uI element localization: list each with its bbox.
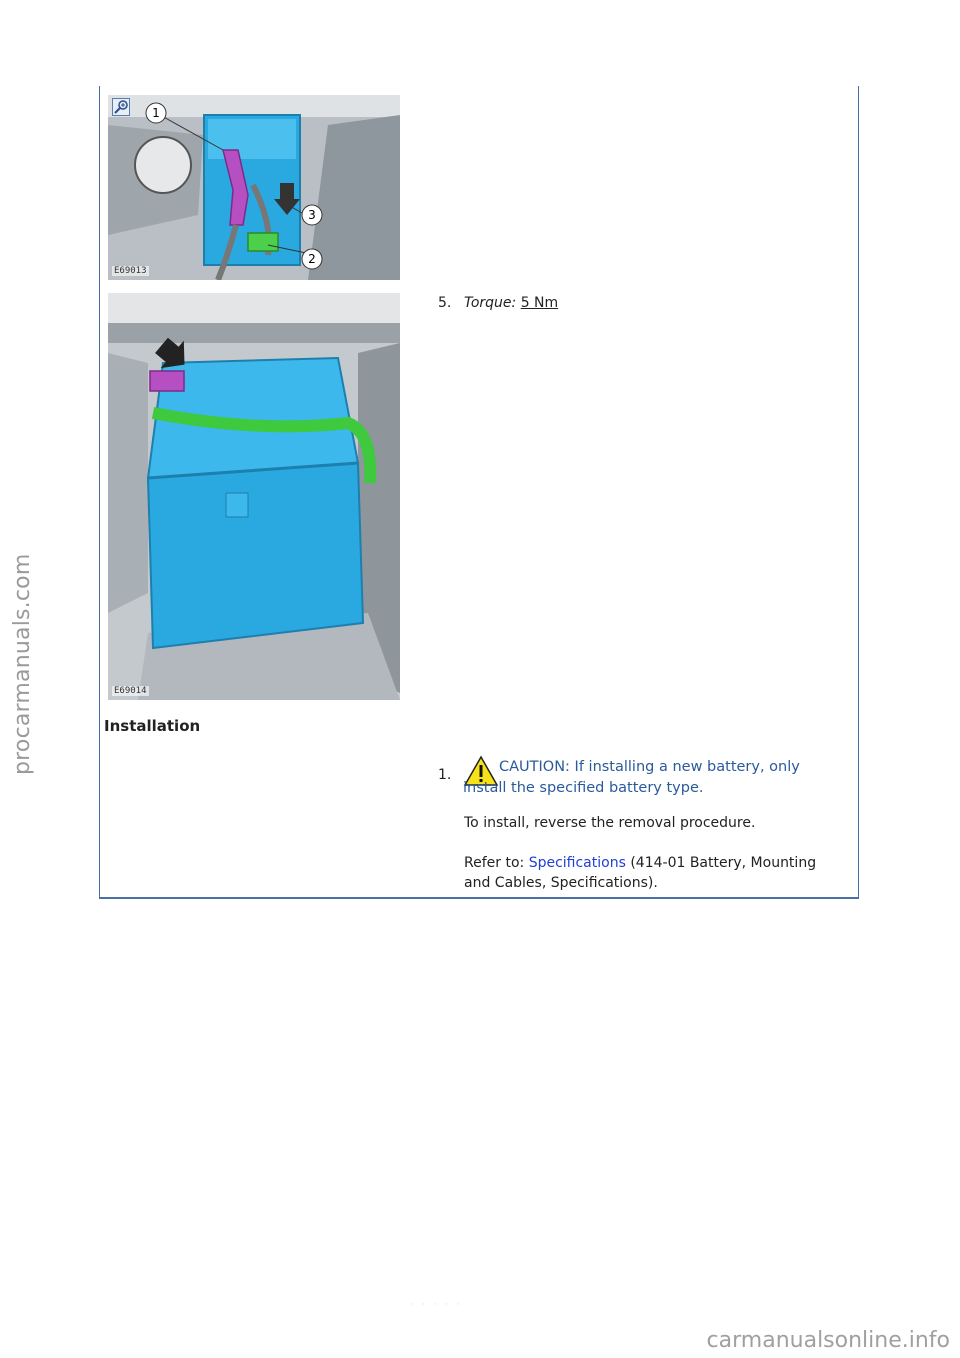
figure-id: E69014: [114, 686, 147, 696]
zoom-icon[interactable]: [112, 98, 130, 116]
callout-1: 1: [152, 106, 160, 120]
callout-2: 2: [308, 252, 316, 266]
figure-id: E69013: [114, 266, 147, 276]
refer-prefix: Refer to:: [464, 855, 525, 871]
page-footer: · · · · ·: [410, 1300, 463, 1310]
caution-text: CAUTION: If installing a new battery, only install the specified battery type.: [463, 759, 800, 796]
torque-value: 5 Nm: [520, 295, 559, 311]
callout-3: 3: [308, 208, 316, 222]
watermark-carmanualsonline: carmanualsonline.info: [706, 1328, 950, 1353]
step-number: 5.: [438, 295, 452, 311]
refer-suffix: (414-01 Battery, Mounting and Cables, Specifications).: [464, 855, 817, 891]
torque-label: Torque:: [464, 295, 517, 311]
figure-battery-installed: [108, 293, 400, 700]
reference-text: [464, 853, 844, 893]
step-number: 1.: [438, 767, 452, 783]
torque-spec: [464, 295, 558, 311]
figure-battery-terminals[interactable]: [108, 95, 400, 280]
section-heading-installation: Installation: [104, 717, 201, 735]
instruction-text: To install, reverse the removal procedure.: [464, 815, 756, 831]
specifications-link[interactable]: Specifications: [528, 855, 626, 871]
watermark-procarmanuals: procarmanuals.com: [10, 553, 35, 775]
